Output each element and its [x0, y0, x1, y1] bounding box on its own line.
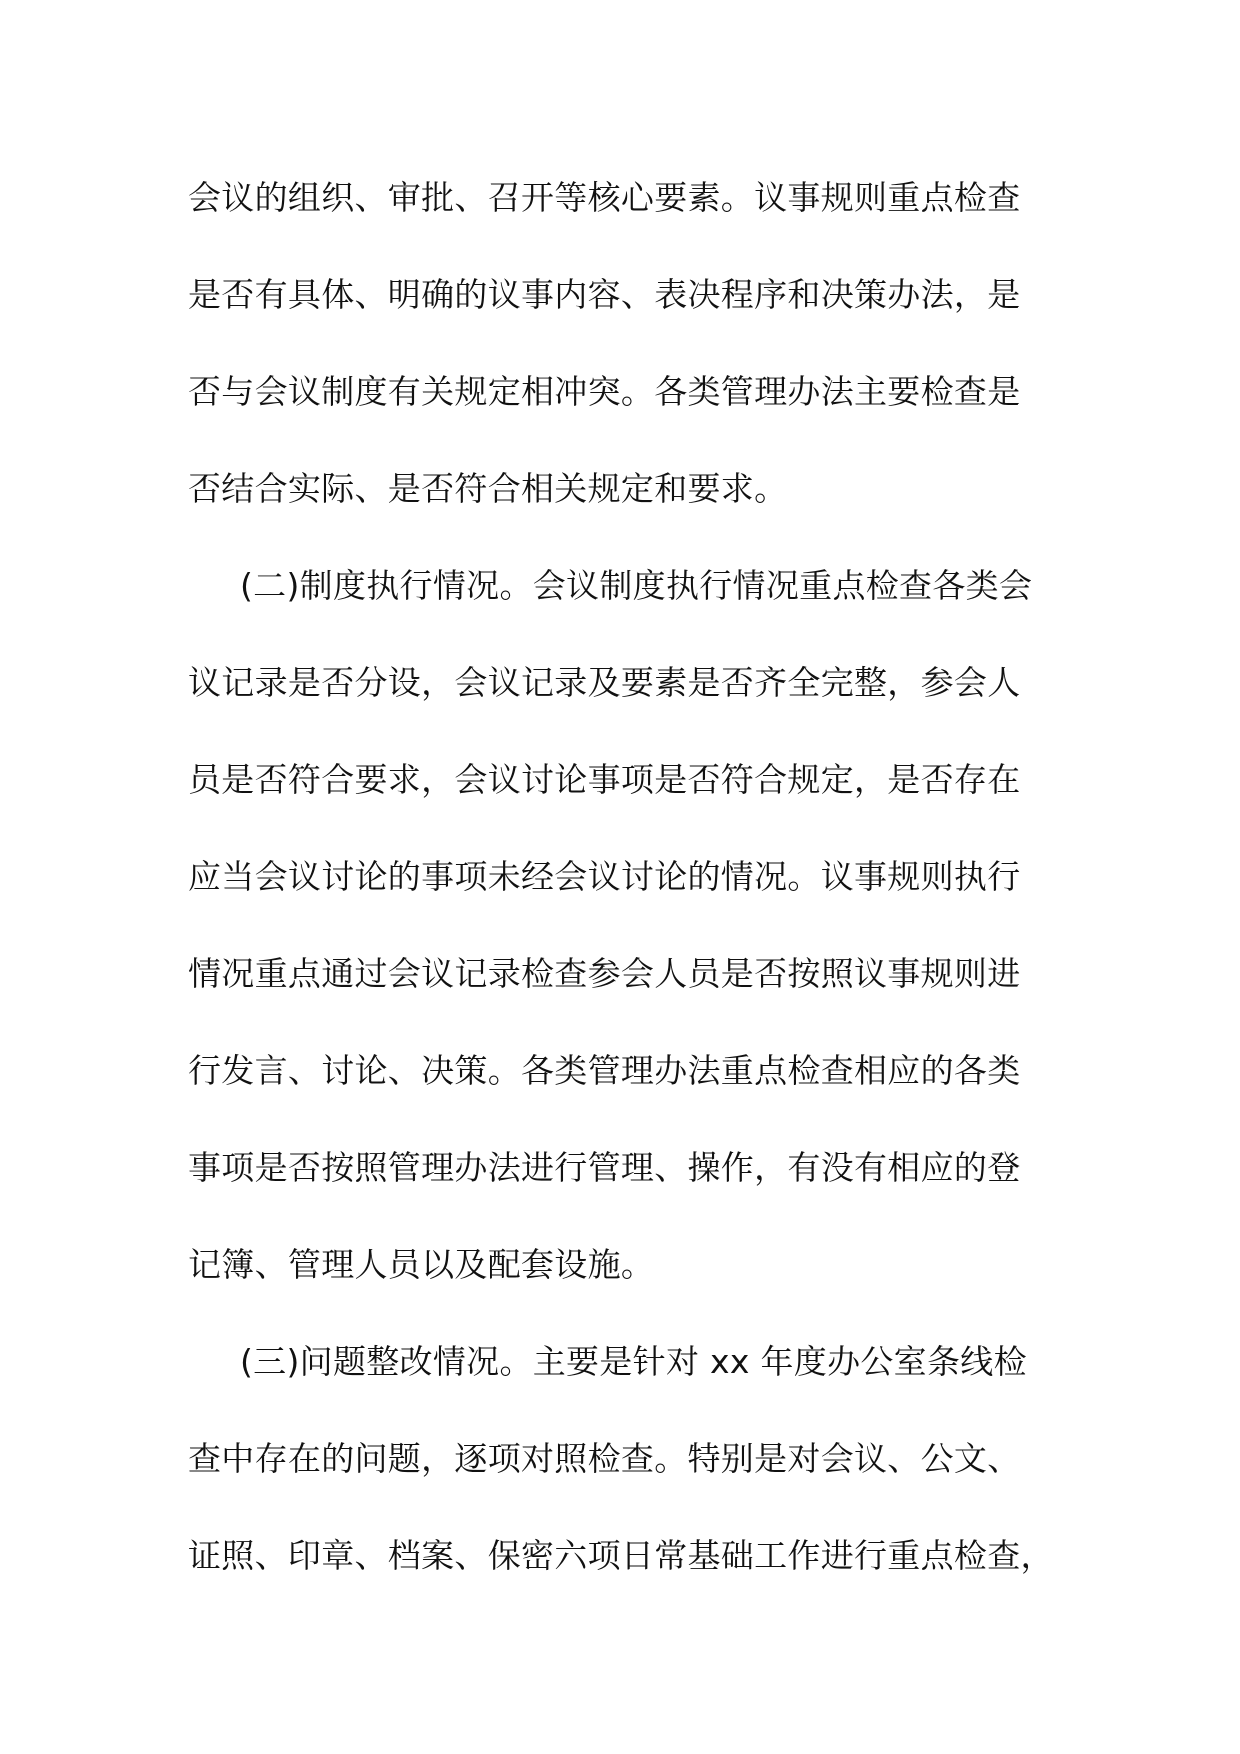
- text-line: 事项是否按照管理办法进行管理、操作，有没有相应的登: [188, 1148, 1021, 1187]
- section-heading-line: (二)制度执行情况。会议制度执行情况重点检查各类会: [240, 566, 1033, 605]
- text-line: 行发言、讨论、决策。各类管理办法重点检查相应的各类: [188, 1051, 1021, 1090]
- text-line: 会议的组织、审批、召开等核心要素。议事规则重点检查: [188, 178, 1021, 217]
- text-line: 查中存在的问题，逐项对照检查。特别是对会议、公文、: [188, 1439, 1021, 1478]
- text-line: 议记录是否分设，会议记录及要素是否齐全完整，参会人: [188, 663, 1021, 702]
- text-line: 记簿、管理人员以及配套设施。: [188, 1245, 655, 1284]
- text-line: 否与会议制度有关规定相冲突。各类管理办法主要检查是: [188, 372, 1021, 411]
- text-line: 是否有具体、明确的议事内容、表决程序和决策办法，是: [188, 275, 1021, 314]
- text-line: 员是否符合要求，会议讨论事项是否符合规定，是否存在: [188, 760, 1021, 799]
- text-line: 情况重点通过会议记录检查参会人员是否按照议事规则进: [188, 954, 1021, 993]
- document-body: [188, 168, 1068, 1623]
- text-line: 否结合实际、是否符合相关规定和要求。: [188, 469, 788, 508]
- text-line: 应当会议讨论的事项未经会议讨论的情况。议事规则执行: [188, 857, 1021, 896]
- text-line: 证照、印章、档案、保密六项日常基础工作进行重点检查，: [188, 1536, 1054, 1575]
- section-heading-line: (三)问题整改情况。主要是针对 xx 年度办公室条线检: [240, 1342, 1027, 1381]
